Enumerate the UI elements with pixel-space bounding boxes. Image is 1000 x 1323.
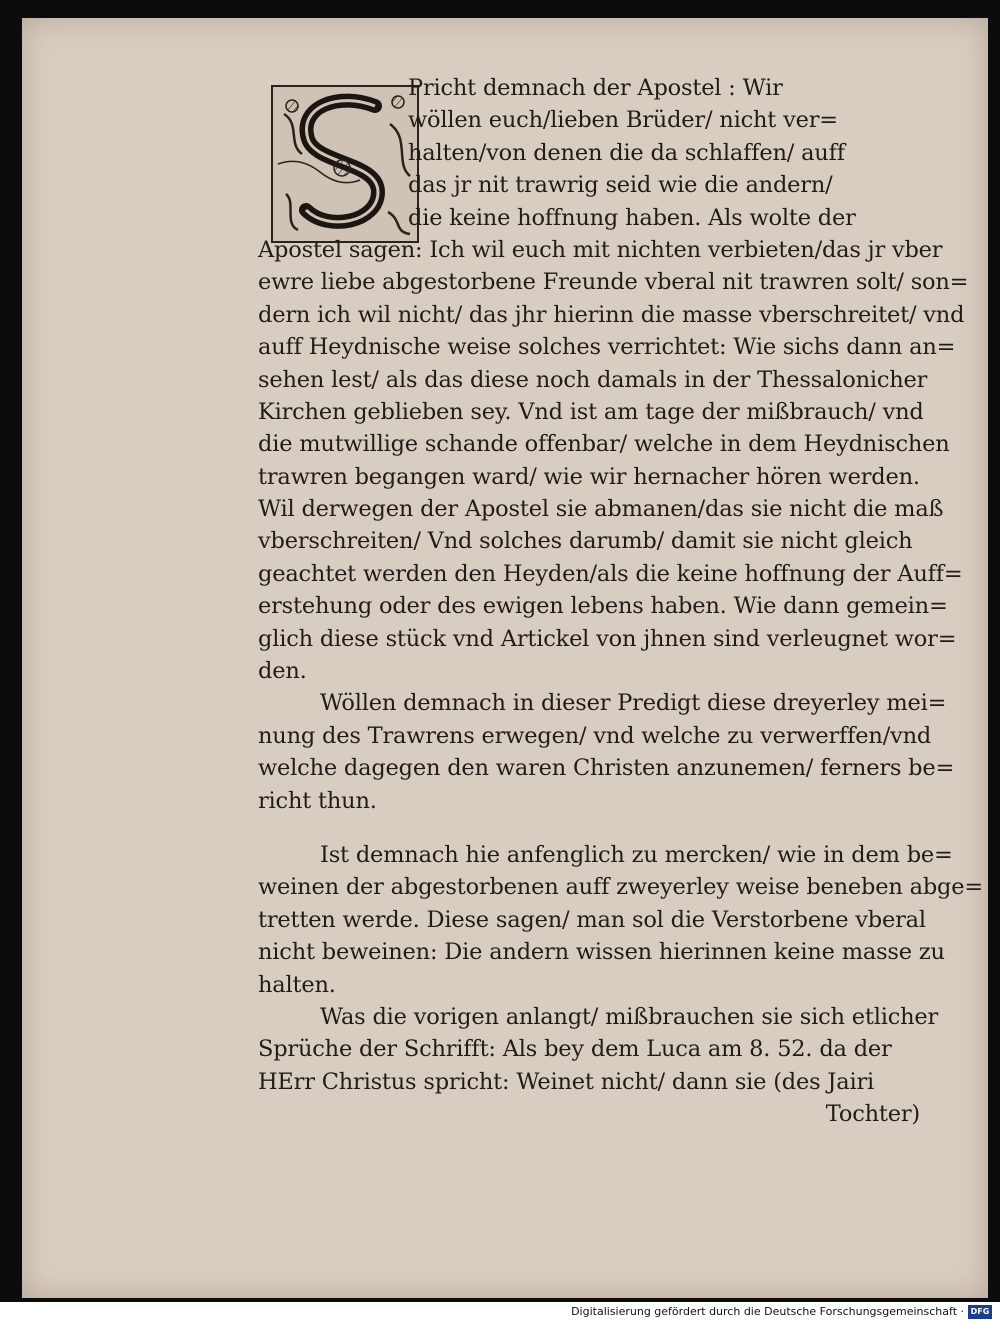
text-line: vberschreiten/ Vnd solches darumb/ damit sie nicht gleich (258, 528, 913, 555)
text-line: Wil derwegen der Apostel sie abmanen/das sie nicht die maß (258, 496, 944, 523)
text-line: Apostel sagen: Ich wil euch mit nichten verbieten/das jr vber (258, 236, 943, 263)
text-line: Sprüche der Schrifft: Als bey dem Luca am 8. 52. da der (258, 1036, 892, 1063)
text-line: den. (258, 658, 307, 685)
text-line: auff Heydnische weise solches verrichtet: Wie sichs dann an= (258, 334, 956, 361)
text-line: sehen lest/ als das diese noch damals in der Thessalonicher (258, 366, 928, 393)
text-line: Wöllen demnach in dieser Predigt diese dreyerley mei= (320, 690, 947, 717)
text-line: halten/von denen die da schlaffen/ auff (408, 139, 845, 166)
text-line: nicht beweinen: Die andern wissen hierinnen keine masse zu (258, 939, 945, 966)
dfg-logo: DFG (968, 1305, 992, 1319)
text-line: ewre liebe abgestorbene Freunde vberal nit trawren solt/ son= (258, 269, 969, 296)
text-line: weinen der abgestorbenen auff zweyerley weise beneben abge= (258, 874, 983, 901)
text-line: Kirchen geblieben sey. Vnd ist am tage der mißbrauch/ vnd (258, 398, 924, 425)
text-line: tretten werde. Diese sagen/ man sol die Verstorbene vberal (258, 906, 926, 933)
text-line: geachtet werden den Heyden/als die keine hoffnung der Auff= (258, 560, 963, 587)
funding-credit: Digitalisierung gefördert durch die Deutsche Forschungsgemeinschaft · (571, 1305, 964, 1318)
footer-bar (0, 1302, 1000, 1323)
text-line: dern ich wil nicht/ das jhr hierinn die masse vberschreitet/ vnd (258, 301, 965, 328)
text-line: glich diese stück vnd Artickel von jhnen sind verleugnet wor= (258, 625, 957, 652)
paragraph-gap (258, 817, 938, 839)
text-line: Pricht demnach der Apostel : Wir (408, 75, 783, 101)
text-line: das jr nit trawrig seid wie die andern/ (408, 172, 833, 199)
text-line: nung des Trawrens erwegen/ vnd welche zu verwerffen/vnd (258, 722, 932, 749)
text-line: die keine hoffnung haben. Als wolte der (408, 204, 856, 231)
text-line: halten. (258, 971, 336, 998)
catchword: Tochter) (825, 1101, 920, 1128)
text-line: HErr Christus spricht: Weinet nicht/ dann sie (des Jairi (258, 1068, 875, 1095)
text-line: richt thun. (258, 787, 377, 814)
text-line: wöllen euch/lieben Brüder/ nicht ver= (408, 107, 838, 134)
text-line: Ist demnach hie anfenglich zu mercken/ wie in dem be= (320, 841, 953, 868)
text-line: die mutwillige schande offenbar/ welche in dem Heydnischen (258, 431, 950, 458)
text-line: erstehung oder des ewigen lebens haben. Wie dann gemein= (258, 593, 948, 620)
page-text (258, 72, 983, 1131)
text-line: trawren begangen ward/ wie wir hernacher hören werden. (258, 463, 920, 490)
text-line: Was die vorigen anlangt/ mißbrauchen sie sich etlicher (320, 1003, 939, 1030)
text-line: welche dagegen den waren Christen anzunemen/ ferners be= (258, 755, 955, 782)
